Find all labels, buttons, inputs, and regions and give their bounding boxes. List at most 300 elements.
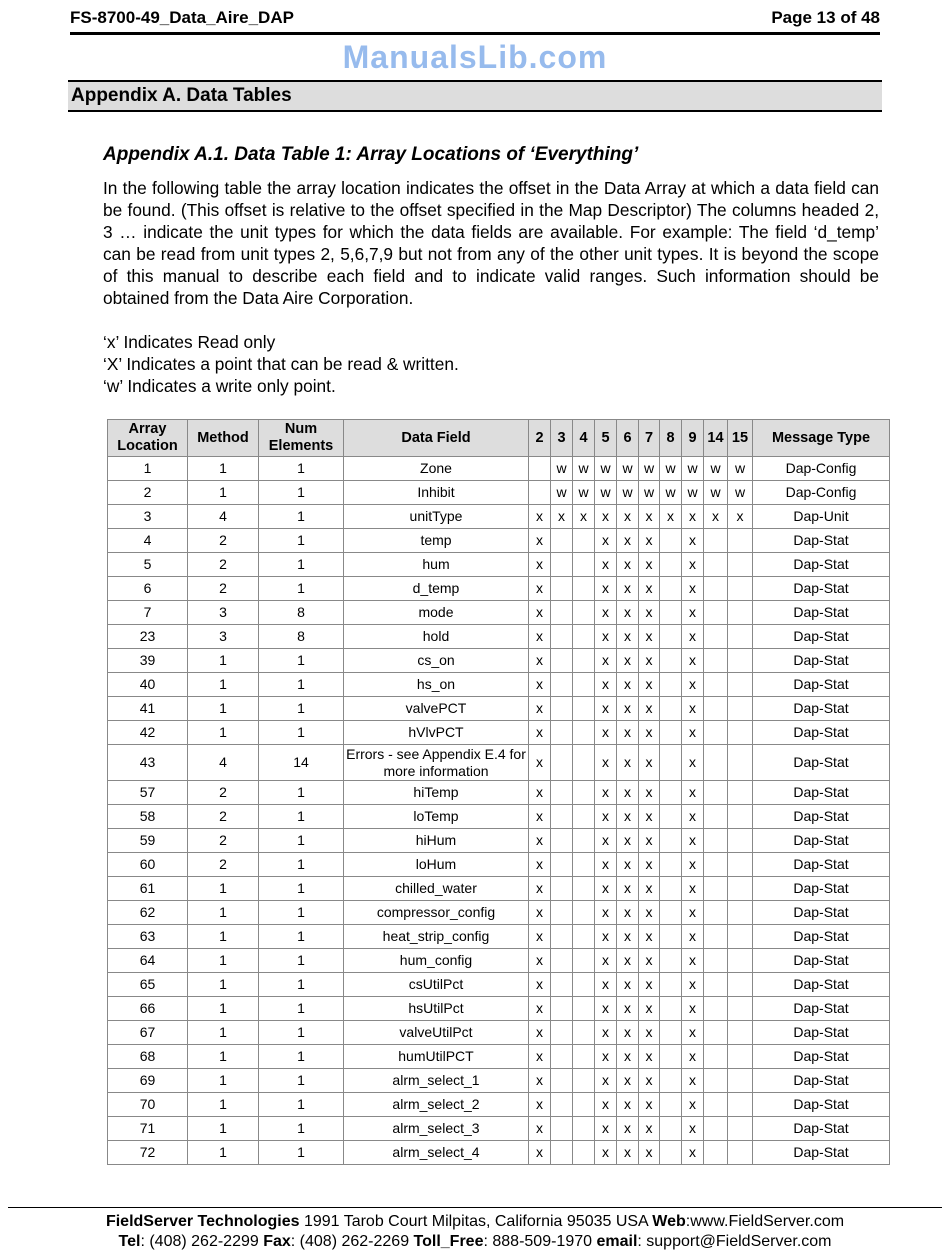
table-cell: w bbox=[682, 457, 704, 481]
table-cell bbox=[728, 997, 753, 1021]
table-cell: heat_strip_config bbox=[344, 925, 529, 949]
page-footer bbox=[8, 1207, 942, 1252]
table-cell bbox=[551, 781, 573, 805]
table-cell: x bbox=[682, 745, 704, 781]
table-cell: x bbox=[639, 625, 660, 649]
table-cell: x bbox=[682, 781, 704, 805]
table-cell: x bbox=[595, 853, 617, 877]
watermark: ManualsLib.com bbox=[342, 39, 608, 75]
table-cell: x bbox=[639, 577, 660, 601]
table-cell: x bbox=[617, 829, 639, 853]
table-cell: x bbox=[704, 505, 728, 529]
table-cell: x bbox=[595, 901, 617, 925]
table-cell: x bbox=[682, 505, 704, 529]
table-row bbox=[108, 697, 890, 721]
table-row bbox=[108, 1093, 890, 1117]
table-cell bbox=[573, 949, 595, 973]
table-cell: x bbox=[595, 1069, 617, 1093]
table-cell: x bbox=[595, 1117, 617, 1141]
table-cell bbox=[551, 673, 573, 697]
table-cell: Dap-Stat bbox=[753, 553, 890, 577]
table-cell bbox=[573, 1069, 595, 1093]
table-cell: x bbox=[617, 901, 639, 925]
column-header: 14 bbox=[704, 420, 728, 457]
table-cell bbox=[573, 997, 595, 1021]
table-cell: x bbox=[639, 829, 660, 853]
table-cell bbox=[573, 901, 595, 925]
table-cell: Dap-Unit bbox=[753, 505, 890, 529]
table-cell: 4 bbox=[188, 505, 259, 529]
table-cell bbox=[704, 805, 728, 829]
table-cell: 67 bbox=[108, 1021, 188, 1045]
table-cell: x bbox=[529, 901, 551, 925]
table-cell bbox=[660, 1093, 682, 1117]
table-cell: 42 bbox=[108, 721, 188, 745]
table-cell bbox=[704, 901, 728, 925]
footer-tel: : (408) 262-2299 bbox=[140, 1233, 264, 1250]
table-cell: x bbox=[573, 505, 595, 529]
table-cell: x bbox=[682, 973, 704, 997]
table-row bbox=[108, 1045, 890, 1069]
table-cell: Dap-Stat bbox=[753, 721, 890, 745]
table-cell: x bbox=[595, 721, 617, 745]
table-cell: 2 bbox=[188, 553, 259, 577]
table-cell: Dap-Stat bbox=[753, 997, 890, 1021]
table-cell: 1 bbox=[188, 925, 259, 949]
table-cell bbox=[551, 601, 573, 625]
table-cell: x bbox=[639, 721, 660, 745]
table-cell: x bbox=[639, 853, 660, 877]
table-cell bbox=[728, 1093, 753, 1117]
table-row bbox=[108, 673, 890, 697]
table-cell: Dap-Config bbox=[753, 481, 890, 505]
table-cell bbox=[551, 1117, 573, 1141]
table-cell bbox=[728, 829, 753, 853]
table-cell: alrm_select_1 bbox=[344, 1069, 529, 1093]
table-cell: 58 bbox=[108, 805, 188, 829]
table-cell: x bbox=[639, 1021, 660, 1045]
table-cell: 1 bbox=[259, 901, 344, 925]
table-cell: w bbox=[704, 481, 728, 505]
table-cell: Dap-Stat bbox=[753, 1141, 890, 1165]
table-cell bbox=[660, 877, 682, 901]
table-cell bbox=[704, 997, 728, 1021]
table-cell: 1 bbox=[188, 1117, 259, 1141]
table-cell: 2 bbox=[108, 481, 188, 505]
table-cell bbox=[573, 697, 595, 721]
table-cell bbox=[573, 1141, 595, 1165]
table-cell: x bbox=[617, 529, 639, 553]
table-cell: 71 bbox=[108, 1117, 188, 1141]
table-cell: 1 bbox=[259, 481, 344, 505]
table-cell: 39 bbox=[108, 649, 188, 673]
table-cell bbox=[529, 481, 551, 505]
table-cell: 57 bbox=[108, 781, 188, 805]
table-cell: x bbox=[639, 529, 660, 553]
table-cell: alrm_select_3 bbox=[344, 1117, 529, 1141]
table-cell: x bbox=[617, 1117, 639, 1141]
table-row bbox=[108, 1141, 890, 1165]
table-cell: x bbox=[595, 805, 617, 829]
table-cell: x bbox=[529, 601, 551, 625]
table-cell bbox=[660, 997, 682, 1021]
table-cell: w bbox=[551, 481, 573, 505]
table-cell: Dap-Stat bbox=[753, 1021, 890, 1045]
table-cell: 1 bbox=[259, 673, 344, 697]
table-cell: 1 bbox=[188, 481, 259, 505]
table-cell bbox=[551, 1021, 573, 1045]
table-cell: mode bbox=[344, 601, 529, 625]
table-cell: x bbox=[595, 829, 617, 853]
table-cell bbox=[551, 721, 573, 745]
table-cell: 1 bbox=[259, 505, 344, 529]
table-cell: x bbox=[595, 649, 617, 673]
table-cell: 4 bbox=[188, 745, 259, 781]
table-cell: Dap-Stat bbox=[753, 853, 890, 877]
table-cell: x bbox=[682, 1045, 704, 1069]
table-cell bbox=[704, 781, 728, 805]
table-cell bbox=[551, 901, 573, 925]
table-cell bbox=[704, 697, 728, 721]
table-cell: x bbox=[617, 649, 639, 673]
table-cell: x bbox=[682, 697, 704, 721]
table-cell bbox=[728, 901, 753, 925]
table-cell: x bbox=[529, 721, 551, 745]
table-header-row bbox=[108, 420, 890, 457]
table-row bbox=[108, 997, 890, 1021]
table-cell bbox=[660, 901, 682, 925]
table-cell: w bbox=[573, 481, 595, 505]
table-cell: x bbox=[529, 649, 551, 673]
table-cell: 60 bbox=[108, 853, 188, 877]
table-cell bbox=[704, 745, 728, 781]
table-cell: Dap-Stat bbox=[753, 1093, 890, 1117]
table-cell: x bbox=[682, 529, 704, 553]
table-cell bbox=[728, 673, 753, 697]
table-cell: x bbox=[682, 805, 704, 829]
table-cell: x bbox=[639, 805, 660, 829]
page-number: Page 13 of 48 bbox=[771, 8, 880, 27]
table-cell: x bbox=[529, 829, 551, 853]
footer-email-link[interactable]: : support@FieldServer.com bbox=[637, 1233, 832, 1250]
table-cell: x bbox=[617, 673, 639, 697]
table-cell: 1 bbox=[259, 781, 344, 805]
table-cell bbox=[529, 457, 551, 481]
table-cell: valvePCT bbox=[344, 697, 529, 721]
table-cell: x bbox=[682, 829, 704, 853]
table-cell: 23 bbox=[108, 625, 188, 649]
table-cell: x bbox=[682, 949, 704, 973]
footer-email-label: email bbox=[596, 1233, 638, 1250]
table-cell: x bbox=[529, 1141, 551, 1165]
table-cell bbox=[704, 1021, 728, 1045]
table-cell: x bbox=[529, 997, 551, 1021]
table-cell: 1 bbox=[259, 553, 344, 577]
table-row bbox=[108, 901, 890, 925]
table-cell: x bbox=[529, 877, 551, 901]
table-cell: hiTemp bbox=[344, 781, 529, 805]
table-cell: hum bbox=[344, 553, 529, 577]
table-cell: 1 bbox=[259, 721, 344, 745]
table-cell: 1 bbox=[259, 925, 344, 949]
table-cell bbox=[728, 1021, 753, 1045]
table-cell: x bbox=[595, 697, 617, 721]
page-header bbox=[70, 8, 880, 35]
table-cell bbox=[573, 1021, 595, 1045]
table-cell bbox=[573, 1045, 595, 1069]
document-id: FS-8700-49_Data_Aire_DAP bbox=[70, 8, 294, 27]
table-cell: x bbox=[639, 901, 660, 925]
table-cell bbox=[728, 625, 753, 649]
table-cell: x bbox=[529, 853, 551, 877]
table-cell: 1 bbox=[259, 1117, 344, 1141]
table-cell bbox=[704, 649, 728, 673]
table-cell: 1 bbox=[259, 877, 344, 901]
table-cell: x bbox=[529, 745, 551, 781]
table-cell: 1 bbox=[188, 457, 259, 481]
table-cell: Dap-Stat bbox=[753, 973, 890, 997]
table-cell: x bbox=[617, 601, 639, 625]
table-cell bbox=[551, 877, 573, 901]
table-cell: x bbox=[617, 805, 639, 829]
table-cell: x bbox=[617, 877, 639, 901]
table-cell bbox=[728, 697, 753, 721]
table-cell: humUtilPCT bbox=[344, 1045, 529, 1069]
table-row bbox=[108, 805, 890, 829]
table-cell: x bbox=[682, 625, 704, 649]
section-title: Appendix A.1. Data Table 1: Array Locations of ‘Everything’ bbox=[103, 144, 639, 165]
table-cell: x bbox=[639, 949, 660, 973]
table-cell bbox=[660, 1069, 682, 1093]
table-cell bbox=[704, 1117, 728, 1141]
table-body bbox=[108, 457, 890, 1165]
table-cell bbox=[551, 625, 573, 649]
table-cell bbox=[660, 949, 682, 973]
table-cell: 3 bbox=[108, 505, 188, 529]
table-cell: 62 bbox=[108, 901, 188, 925]
table-cell: Dap-Stat bbox=[753, 1069, 890, 1093]
table-cell: x bbox=[595, 1093, 617, 1117]
table-row bbox=[108, 1069, 890, 1093]
table-cell: x bbox=[617, 997, 639, 1021]
table-cell: x bbox=[682, 925, 704, 949]
column-header: 6 bbox=[617, 420, 639, 457]
table-cell: x bbox=[617, 1021, 639, 1045]
column-header: 2 bbox=[529, 420, 551, 457]
column-header: 5 bbox=[595, 420, 617, 457]
table-cell: 1 bbox=[188, 877, 259, 901]
column-header: Data Field bbox=[344, 420, 529, 457]
column-header: Num Elements bbox=[259, 420, 344, 457]
table-cell: 1 bbox=[188, 1045, 259, 1069]
table-cell bbox=[728, 721, 753, 745]
table-cell bbox=[551, 577, 573, 601]
table-cell bbox=[660, 925, 682, 949]
table-cell: w bbox=[595, 457, 617, 481]
table-cell: x bbox=[639, 697, 660, 721]
table-cell: x bbox=[682, 901, 704, 925]
table-cell bbox=[660, 529, 682, 553]
table-cell: x bbox=[639, 877, 660, 901]
column-header: 9 bbox=[682, 420, 704, 457]
table-cell: 1 bbox=[259, 1141, 344, 1165]
column-header: 4 bbox=[573, 420, 595, 457]
table-cell: x bbox=[529, 553, 551, 577]
table-cell: x bbox=[595, 577, 617, 601]
table-cell: 2 bbox=[188, 853, 259, 877]
table-cell bbox=[704, 1141, 728, 1165]
table-cell bbox=[551, 997, 573, 1021]
table-cell bbox=[660, 805, 682, 829]
table-cell: 1 bbox=[188, 697, 259, 721]
table-cell: 2 bbox=[188, 577, 259, 601]
table-cell: x bbox=[617, 949, 639, 973]
table-cell: Dap-Stat bbox=[753, 901, 890, 925]
main-content bbox=[103, 143, 890, 1165]
table-cell: x bbox=[529, 1045, 551, 1069]
table-cell: x bbox=[595, 949, 617, 973]
table-cell bbox=[704, 1045, 728, 1069]
column-header: 8 bbox=[660, 420, 682, 457]
table-row bbox=[108, 877, 890, 901]
table-cell: w bbox=[551, 457, 573, 481]
table-cell: cs_on bbox=[344, 649, 529, 673]
table-cell: 40 bbox=[108, 673, 188, 697]
table-cell: 2 bbox=[188, 829, 259, 853]
table-cell bbox=[704, 1093, 728, 1117]
table-cell: valveUtilPct bbox=[344, 1021, 529, 1045]
table-cell: w bbox=[728, 457, 753, 481]
table-cell: x bbox=[617, 721, 639, 745]
footer-tollfree-label: Toll_Free bbox=[413, 1233, 484, 1250]
table-cell bbox=[728, 973, 753, 997]
table-cell: x bbox=[639, 505, 660, 529]
table-cell: 1 bbox=[259, 1021, 344, 1045]
table-cell: 1 bbox=[259, 1093, 344, 1117]
table-cell: hiHum bbox=[344, 829, 529, 853]
table-cell: hs_on bbox=[344, 673, 529, 697]
table-cell bbox=[728, 925, 753, 949]
table-cell bbox=[573, 829, 595, 853]
table-cell: x bbox=[639, 997, 660, 1021]
table-row bbox=[108, 1021, 890, 1045]
table-cell: Inhibit bbox=[344, 481, 529, 505]
table-cell: x bbox=[682, 1069, 704, 1093]
table-cell: x bbox=[617, 925, 639, 949]
table-cell: 1 bbox=[188, 901, 259, 925]
table-cell bbox=[551, 829, 573, 853]
table-cell: d_temp bbox=[344, 577, 529, 601]
table-cell: 2 bbox=[188, 529, 259, 553]
table-cell: x bbox=[617, 973, 639, 997]
table-cell: x bbox=[529, 529, 551, 553]
table-row bbox=[108, 625, 890, 649]
table-cell bbox=[573, 625, 595, 649]
table-cell bbox=[660, 721, 682, 745]
table-cell: chilled_water bbox=[344, 877, 529, 901]
table-cell: 1 bbox=[259, 457, 344, 481]
legend-read-only: ‘x’ Indicates Read only bbox=[103, 332, 276, 352]
table-cell bbox=[573, 577, 595, 601]
column-header: Message Type bbox=[753, 420, 890, 457]
table-cell: Dap-Stat bbox=[753, 1045, 890, 1069]
table-cell bbox=[573, 601, 595, 625]
table-cell: 1 bbox=[259, 529, 344, 553]
table-cell bbox=[704, 973, 728, 997]
table-cell bbox=[573, 529, 595, 553]
table-cell: 63 bbox=[108, 925, 188, 949]
table-cell: unitType bbox=[344, 505, 529, 529]
legend bbox=[103, 331, 890, 397]
table-cell bbox=[551, 973, 573, 997]
table-cell bbox=[728, 1117, 753, 1141]
table-cell: 69 bbox=[108, 1069, 188, 1093]
table-cell: x bbox=[551, 505, 573, 529]
table-cell: x bbox=[529, 949, 551, 973]
table-cell: x bbox=[617, 745, 639, 781]
table-cell: 1 bbox=[188, 673, 259, 697]
table-cell: w bbox=[704, 457, 728, 481]
table-cell bbox=[728, 1069, 753, 1093]
table-cell: 3 bbox=[188, 601, 259, 625]
table-row bbox=[108, 457, 890, 481]
table-cell bbox=[573, 553, 595, 577]
table-cell: x bbox=[639, 601, 660, 625]
column-header: 15 bbox=[728, 420, 753, 457]
table-cell: x bbox=[617, 853, 639, 877]
table-cell: 43 bbox=[108, 745, 188, 781]
table-cell bbox=[704, 949, 728, 973]
table-cell: x bbox=[682, 577, 704, 601]
table-cell: x bbox=[617, 505, 639, 529]
table-cell bbox=[551, 649, 573, 673]
table-cell: Dap-Stat bbox=[753, 649, 890, 673]
table-cell: x bbox=[595, 973, 617, 997]
table-cell: 1 bbox=[259, 853, 344, 877]
array-locations-table bbox=[107, 419, 890, 1165]
table-cell bbox=[728, 949, 753, 973]
table-cell: x bbox=[617, 1093, 639, 1117]
table-cell: x bbox=[529, 925, 551, 949]
table-row bbox=[108, 829, 890, 853]
table-cell: Errors - see Appendix E.4 for more information bbox=[344, 745, 529, 781]
table-cell bbox=[704, 925, 728, 949]
table-cell: x bbox=[639, 745, 660, 781]
table-row bbox=[108, 529, 890, 553]
table-cell bbox=[660, 781, 682, 805]
table-cell: Dap-Stat bbox=[753, 673, 890, 697]
footer-web-link[interactable]: :www.FieldServer.com bbox=[685, 1213, 845, 1230]
table-cell: x bbox=[595, 997, 617, 1021]
table-cell: Dap-Stat bbox=[753, 877, 890, 901]
table-cell bbox=[551, 925, 573, 949]
table-cell bbox=[660, 1045, 682, 1069]
table-cell: 14 bbox=[259, 745, 344, 781]
table-cell bbox=[728, 601, 753, 625]
table-cell: 61 bbox=[108, 877, 188, 901]
table-cell bbox=[660, 1117, 682, 1141]
table-cell: 1 bbox=[188, 721, 259, 745]
table-cell: 2 bbox=[188, 805, 259, 829]
table-row bbox=[108, 553, 890, 577]
table-cell: Dap-Stat bbox=[753, 949, 890, 973]
table-cell: 1 bbox=[259, 1045, 344, 1069]
table-cell bbox=[728, 805, 753, 829]
table-cell: loTemp bbox=[344, 805, 529, 829]
table-cell: x bbox=[728, 505, 753, 529]
table-cell: hum_config bbox=[344, 949, 529, 973]
table-cell: 1 bbox=[259, 805, 344, 829]
